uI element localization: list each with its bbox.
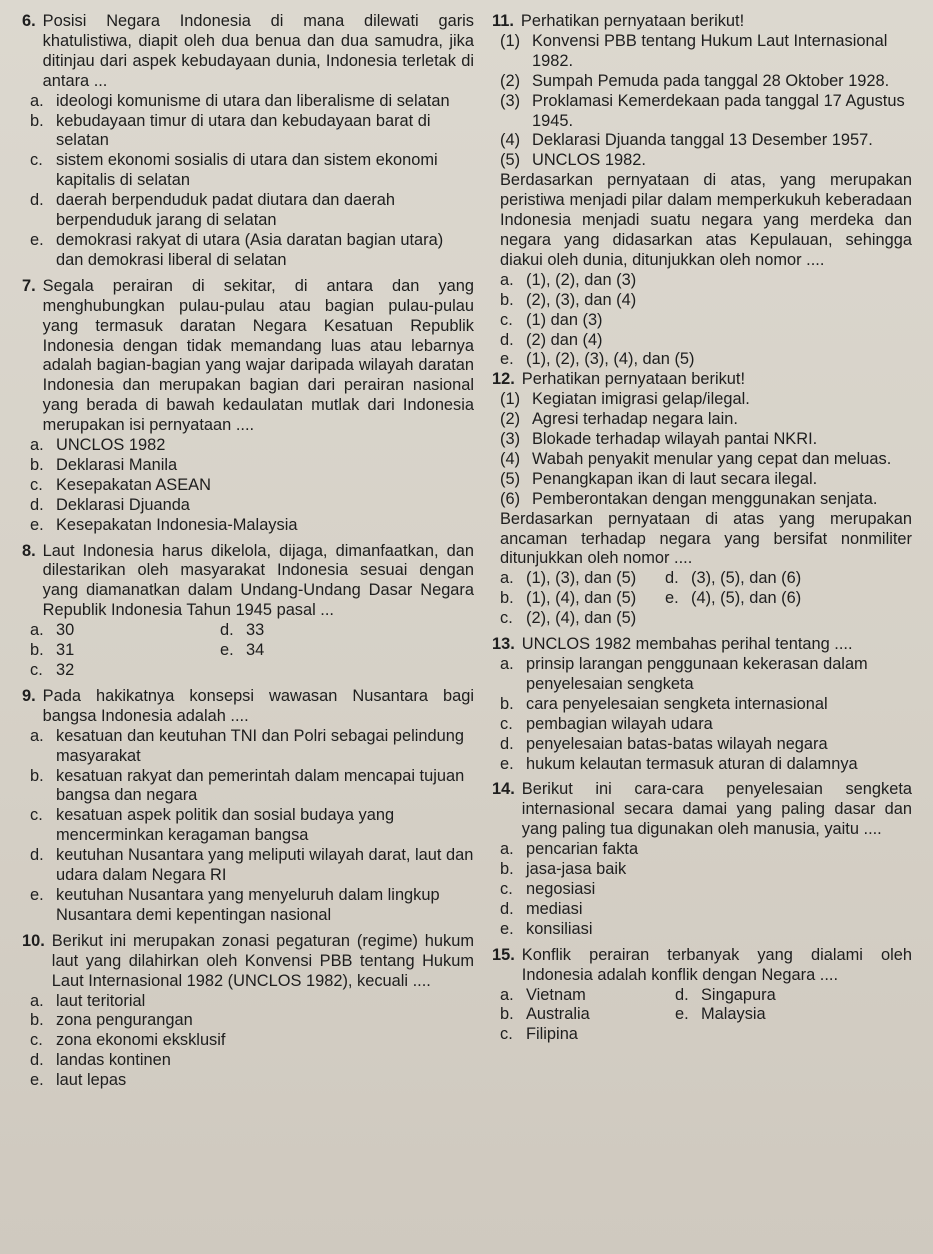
- option-text: mediasi: [526, 899, 583, 918]
- option-text: laut teritorial: [56, 991, 146, 1010]
- option-row: [492, 589, 912, 609]
- option-text: zona ekonomi eksklusif: [56, 1031, 226, 1050]
- statement-number: (3): [500, 430, 521, 449]
- option-letter: a.: [30, 621, 44, 640]
- option-b: [22, 767, 474, 807]
- statement-2: [492, 72, 912, 92]
- option-letter: d.: [30, 846, 44, 865]
- option-d: [665, 569, 801, 589]
- statement-number: (2): [500, 410, 521, 429]
- option-letter: b.: [500, 589, 514, 608]
- option-letter: e.: [675, 1005, 689, 1024]
- question-stem: UNCLOS 1982 membahas perihal tentang ....: [521, 635, 853, 654]
- option-c: [22, 476, 474, 496]
- option-text: zona pengurangan: [56, 1011, 193, 1030]
- question-number: 13.: [492, 635, 515, 654]
- question-prompt: Berdasarkan pernyataan di atas, yang merupakan peristiwa menjadi pilar dalam memperkukuh keberadaan Indonesia menjadi suatu negara yang merdeka dan negara yang didasarkan atas Kepulauan, sehingga diakui oleh dunia, ditunjukkan oleh nomor ....: [500, 171, 912, 269]
- option-letter: c.: [500, 879, 513, 898]
- question-11: [492, 12, 912, 370]
- option-e: [492, 350, 912, 370]
- option-text: (2) dan (4): [526, 330, 603, 349]
- statement-number: (4): [500, 449, 521, 468]
- option-letter: a.: [500, 840, 514, 859]
- option-letter: a.: [30, 436, 44, 455]
- option-c: [492, 880, 912, 900]
- question-stem: Berikut ini merupakan zonasi pegaturan (regime) hukum laut yang dilahirkan oleh Konvensi PBB tentang Hukum Laut Internasional 1982 (UNCLOS 1982), kecuali ....: [51, 931, 474, 990]
- option-c: [500, 1025, 578, 1045]
- option-text: (3), (5), dan (6): [691, 569, 802, 588]
- option-text: kebudayaan timur di utara dan kebudayaan barat di selatan: [56, 111, 431, 150]
- option-text: kesatuan dan keutuhan TNI dan Polri sebagai pelindung masyarakat: [56, 726, 464, 765]
- question-number: 11.: [492, 12, 514, 30]
- question-15: [492, 946, 912, 1046]
- option-b: [492, 860, 912, 880]
- option-d: [22, 846, 474, 886]
- option-text: cara penyelesaian sengketa internasional: [526, 694, 828, 713]
- statement-3: [492, 92, 912, 132]
- option-letter: b.: [30, 455, 44, 474]
- option-text: laut lepas: [56, 1071, 127, 1090]
- statement-text: Deklarasi Djuanda tanggal 13 Desember 1957.: [532, 131, 873, 150]
- option-d: [675, 986, 776, 1006]
- option-letter: a.: [30, 91, 44, 110]
- question-number: 14.: [492, 780, 515, 799]
- option-text: pencarian fakta: [526, 840, 639, 859]
- option-d: [492, 900, 912, 920]
- option-text: Vietnam: [526, 985, 586, 1004]
- option-text: daerah berpenduduk padat diutara dan daerah berpenduduk jarang di selatan: [56, 191, 396, 230]
- option-text: (2), (3), dan (4): [526, 290, 637, 309]
- option-letter: d.: [30, 495, 44, 514]
- question-stem: Konflik perairan terbanyak yang dialami oleh Indonesia adalah konflik dengan Negara ....: [521, 945, 912, 984]
- option-e: [220, 641, 410, 661]
- option-d: [22, 191, 474, 231]
- statement-text: Konvensi PBB tentang Hukum Laut Internasional 1982.: [532, 31, 888, 70]
- statement-1: [492, 390, 912, 410]
- option-c: [492, 311, 912, 331]
- statement-4: [492, 450, 912, 470]
- option-c: [492, 715, 912, 735]
- option-a: [500, 569, 665, 589]
- option-letter: a.: [30, 726, 44, 745]
- option-a: [22, 92, 474, 112]
- option-text: (1) dan (3): [526, 310, 603, 329]
- statement-text: Penangkapan ikan di laut secara ilegal.: [532, 469, 818, 488]
- statement-number: (1): [500, 31, 521, 50]
- question-number: 9.: [22, 686, 36, 705]
- option-e: [22, 516, 474, 536]
- option-letter: c.: [30, 475, 43, 494]
- option-letter: b.: [30, 641, 44, 660]
- option-text: ideologi komunisme di utara dan liberalisme di selatan: [56, 91, 450, 110]
- option-text: Kesepakatan ASEAN: [56, 475, 211, 494]
- option-d: [492, 331, 912, 351]
- statement-5: [492, 470, 912, 490]
- option-text: (4), (5), dan (6): [691, 589, 802, 608]
- question-stem: Laut Indonesia harus dikelola, dijaga, dimanfaatkan, dan dilestarikan oleh masyarakat Indonesia sesuai dengan yang diamanatkan dalam Undang-Undang Dasar Negara Republik Indonesia Tahun 1945 pasal ...: [42, 541, 474, 620]
- statement-3: [492, 430, 912, 450]
- option-letter: e.: [500, 754, 514, 773]
- option-letter: d.: [30, 1051, 44, 1070]
- option-text: landas kontinen: [56, 1051, 171, 1070]
- option-letter: b.: [30, 111, 44, 130]
- option-text: Australia: [526, 1005, 590, 1024]
- question-8: [22, 542, 474, 681]
- option-b: [30, 641, 220, 661]
- option-a: [492, 655, 912, 695]
- question-stem: Perhatikan pernyataan berikut!: [521, 370, 746, 389]
- question-number: 7.: [22, 276, 36, 295]
- option-e: [665, 589, 801, 609]
- option-text: prinsip larangan penggunaan kekerasan dalam penyelesaian sengketa: [526, 655, 868, 693]
- option-letter: c.: [500, 609, 513, 628]
- option-d: [220, 621, 410, 641]
- option-letter: d.: [500, 734, 514, 753]
- statement-text: Proklamasi Kemerdekaan pada tanggal 17 Agustus 1945.: [532, 91, 905, 130]
- option-d: [22, 496, 474, 516]
- option-letter: c.: [30, 151, 43, 170]
- statement-text: Sumpah Pemuda pada tanggal 28 Oktober 1928.: [532, 71, 890, 90]
- option-e: [492, 920, 912, 940]
- question-number: 6.: [22, 12, 36, 30]
- option-letter: a.: [500, 985, 514, 1004]
- option-text: demokrasi rakyat di utara (Asia daratan bagian utara) dan demokrasi liberal di selatan: [56, 230, 444, 269]
- question-10: [22, 932, 474, 1091]
- statement-2: [492, 410, 912, 430]
- option-row: [22, 621, 474, 641]
- option-letter: b.: [30, 766, 44, 785]
- option-letter: d.: [500, 899, 514, 918]
- option-c: [22, 151, 474, 191]
- option-letter: e.: [30, 515, 44, 534]
- statement-number: (3): [500, 91, 521, 110]
- question-6: [22, 12, 474, 271]
- option-letter: e.: [500, 350, 514, 369]
- option-text: negosiasi: [526, 879, 596, 898]
- question-number: 15.: [492, 945, 515, 964]
- question-number: 12.: [492, 370, 515, 389]
- option-e: [22, 231, 474, 271]
- option-a: [22, 727, 474, 767]
- option-row: [492, 986, 912, 1006]
- option-letter: a.: [30, 991, 44, 1010]
- option-letter: a.: [500, 270, 514, 289]
- statement-number: (4): [500, 131, 521, 150]
- option-letter: b.: [500, 860, 514, 879]
- statement-number: (6): [500, 489, 521, 508]
- option-letter: b.: [30, 1011, 44, 1030]
- option-text: Malaysia: [701, 1005, 766, 1024]
- option-letter: c.: [30, 806, 43, 825]
- option-text: keutuhan Nusantara yang menyeluruh dalam lingkup Nusantara demi kepentingan nasional: [56, 885, 440, 924]
- option-e: [492, 755, 912, 775]
- question-14: [492, 780, 912, 939]
- option-text: sistem ekonomi sosialis di utara dan sistem ekonomi kapitalis di selatan: [56, 151, 438, 190]
- question-7: [22, 277, 474, 536]
- statement-text: Pemberontakan dengan menggunakan senjata.: [532, 489, 878, 508]
- option-text: 30: [56, 621, 75, 640]
- option-letter: e.: [665, 589, 679, 608]
- option-d: [492, 735, 912, 755]
- option-e: [22, 886, 474, 926]
- option-text: (2), (4), dan (5): [526, 609, 637, 628]
- option-row: [492, 609, 912, 629]
- option-letter: e.: [220, 641, 234, 660]
- option-letter: e.: [30, 885, 44, 904]
- question-12: [492, 370, 912, 629]
- option-row: [492, 1005, 912, 1025]
- option-c: [22, 1031, 474, 1051]
- option-text: (1), (2), dan (3): [526, 270, 637, 289]
- option-letter: c.: [500, 1025, 513, 1044]
- statement-6: [492, 490, 912, 510]
- option-text: (1), (2), (3), (4), dan (5): [526, 350, 695, 369]
- option-row: [22, 661, 474, 681]
- statement-number: (2): [500, 71, 521, 90]
- option-row: [492, 1025, 912, 1045]
- option-a: [500, 986, 675, 1006]
- option-b: [22, 1011, 474, 1031]
- option-text: 34: [246, 641, 265, 660]
- option-letter: d.: [500, 330, 514, 349]
- option-b: [22, 112, 474, 152]
- option-text: 31: [56, 641, 75, 660]
- option-row: [22, 641, 474, 661]
- option-letter: d.: [220, 621, 234, 640]
- option-text: hukum kelautan termasuk aturan di dalamnya: [526, 754, 858, 773]
- option-text: penyelesaian batas-batas wilayah negara: [526, 734, 828, 753]
- option-a: [22, 436, 474, 456]
- statement-number: (1): [500, 390, 521, 409]
- option-b: [492, 695, 912, 715]
- statement-number: (5): [500, 469, 521, 488]
- question-stem: Perhatikan pernyataan berikut!: [520, 12, 745, 30]
- statement-text: Wabah penyakit menular yang cepat dan meluas.: [532, 449, 892, 468]
- option-text: Singapura: [701, 985, 776, 1004]
- statement-5: [492, 151, 912, 171]
- option-a: [22, 992, 474, 1012]
- statement-text: Agresi terhadap negara lain.: [532, 410, 738, 429]
- option-text: kesatuan aspek politik dan sosial budaya yang mencerminkan keragaman bangsa: [56, 806, 395, 845]
- option-letter: e.: [30, 1071, 44, 1090]
- option-c: [30, 661, 220, 681]
- option-c: [500, 609, 636, 629]
- statement-text: Blokade terhadap wilayah pantai NKRI.: [532, 430, 818, 449]
- option-b: [500, 1005, 675, 1025]
- question-number: 10.: [22, 931, 45, 950]
- question-stem: Pada hakikatnya konsepsi wawasan Nusantara bagi bangsa Indonesia adalah ....: [42, 686, 474, 725]
- option-a: [492, 271, 912, 291]
- option-b: [22, 456, 474, 476]
- question-9: [22, 687, 474, 926]
- option-text: keutuhan Nusantara yang meliputi wilayah darat, laut dan udara dalam Negara RI: [56, 846, 474, 885]
- option-b: [500, 589, 665, 609]
- option-text: kesatuan rakyat dan pemerintah dalam mencapai tujuan bangsa dan negara: [56, 766, 465, 805]
- option-text: (1), (4), dan (5): [526, 589, 637, 608]
- question-prompt: Berdasarkan pernyataan di atas yang merupakan ancaman terhadap negara yang bersifat nonmiliter ditunjukkan oleh nomor ....: [500, 509, 912, 568]
- option-text: konsiliasi: [526, 919, 593, 938]
- option-letter: d.: [665, 569, 679, 588]
- option-text: Filipina: [526, 1025, 578, 1044]
- question-stem: Berikut ini cara-cara penyelesaian sengketa internasional secara damai yang paling dasar dan yang paling tua digunakan oleh manusia, yaitu ....: [521, 780, 912, 839]
- option-e: [22, 1071, 474, 1091]
- option-a: [30, 621, 220, 641]
- option-letter: c.: [30, 661, 43, 679]
- option-c: [22, 806, 474, 846]
- statement-1: [492, 32, 912, 72]
- option-text: Deklarasi Djuanda: [56, 495, 190, 514]
- statement-4: [492, 131, 912, 151]
- statement-text: UNCLOS 1982.: [532, 151, 646, 170]
- option-a: [492, 840, 912, 860]
- option-letter: e.: [500, 919, 514, 938]
- option-d: [22, 1051, 474, 1071]
- option-text: 32: [56, 661, 75, 679]
- option-letter: b.: [500, 1005, 514, 1024]
- option-b: [492, 291, 912, 311]
- question-13: [492, 635, 912, 774]
- option-letter: e.: [30, 230, 44, 249]
- option-letter: d.: [675, 985, 689, 1004]
- option-e: [675, 1005, 766, 1025]
- option-text: 33: [246, 621, 265, 640]
- option-letter: a.: [500, 655, 514, 673]
- statement-number: (5): [500, 151, 521, 170]
- option-text: pembagian wilayah udara: [526, 714, 713, 733]
- question-stem: Posisi Negara Indonesia di mana dilewati garis khatulistiwa, diapit oleh dua benua dan dua samudra, jika ditinjau dari aspek kebudayaan dunia, Indonesia terletak di antara ...: [42, 12, 474, 90]
- option-letter: a.: [500, 569, 514, 588]
- option-text: (1), (3), dan (5): [526, 569, 637, 588]
- question-stem: Segala perairan di sekitar, di antara dan yang menghubungkan pulau-pulau atau bagian pulau-pulau yang termasuk daratan Negara Kesatuan Republik Indonesia dengan tidak memandang luas atau lebarnya adalah bagian-bagian yang wajar daripada wilayah daratan Indonesia dan merupakan bagian dari perairan nasional yang berada di bawah kedaulatan mutlak dari Indonesia merupakan isi pernyataan ....: [42, 276, 474, 435]
- option-letter: c.: [500, 310, 513, 329]
- option-letter: d.: [30, 191, 44, 210]
- option-letter: b.: [500, 694, 514, 713]
- right-column: [492, 12, 912, 1045]
- option-letter: c.: [500, 714, 513, 733]
- option-text: jasa-jasa baik: [526, 860, 627, 879]
- statement-text: Kegiatan imigrasi gelap/ilegal.: [532, 390, 750, 409]
- option-text: UNCLOS 1982: [56, 436, 166, 455]
- option-letter: b.: [500, 290, 514, 309]
- option-row: [492, 569, 912, 589]
- left-column: [22, 12, 474, 1091]
- option-text: Kesepakatan Indonesia-Malaysia: [56, 515, 298, 534]
- option-text: Deklarasi Manila: [56, 455, 178, 474]
- question-number: 8.: [22, 541, 36, 560]
- option-letter: c.: [30, 1031, 43, 1050]
